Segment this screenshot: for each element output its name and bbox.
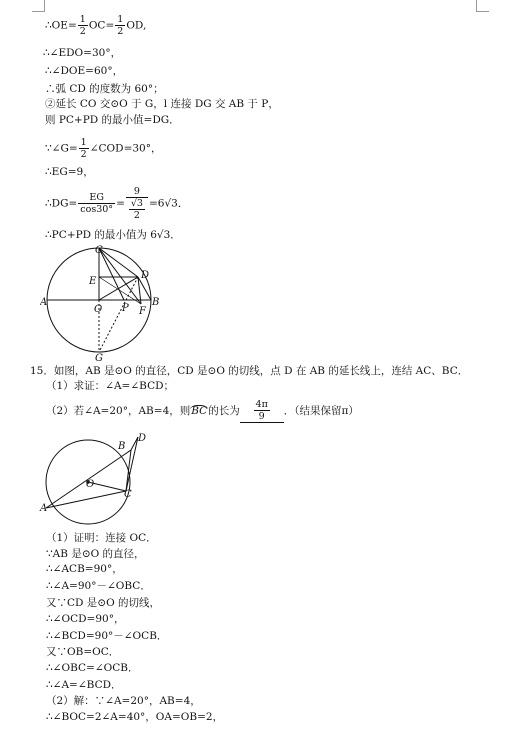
corner-mark-left-h bbox=[32, 11, 45, 12]
label-c: C bbox=[95, 245, 103, 256]
sol-line-doe: ∴∠DOE=60°， bbox=[45, 65, 124, 77]
problem-15-question-2: （2）若∠A=20°，AB=4，则BC的长为 $\frac{4\pi}{9}$ ．（结果保留π） bbox=[46, 399, 359, 422]
sol2-line: ∴∠ACB=90°， bbox=[46, 563, 123, 575]
sol-line-eg: ∴EG=9， bbox=[45, 166, 94, 178]
label-b: B bbox=[118, 441, 126, 452]
sol2-line: ∴∠BOC=2∠A=40°，OA=OB=2， bbox=[46, 711, 224, 723]
sol-line-min-value: ∴PC+PD 的最小值为 6√3． bbox=[45, 229, 181, 241]
sol2-line: （1）证明：连接 OC． bbox=[46, 532, 157, 544]
geometry-figure-2 bbox=[38, 430, 148, 530]
sol2-line: ∴∠OBC=∠OCB． bbox=[46, 662, 139, 674]
answer-fraction: $\frac{4\pi}{9}$ bbox=[255, 399, 268, 422]
label-d: D bbox=[141, 270, 150, 281]
sol2-line: ∴∠OCD=90°， bbox=[46, 613, 125, 625]
fraction-sqrt3-half: $\frac{√3}{2}$ bbox=[130, 198, 143, 221]
fraction-half: $\frac{1}{2}$ bbox=[80, 137, 87, 160]
answer-blank bbox=[240, 399, 284, 423]
label-d: D bbox=[138, 433, 147, 444]
arc-bc: BC bbox=[191, 405, 208, 417]
sol2-line: ∵AB 是⊙O 的直径， bbox=[46, 548, 145, 560]
sol-line-dg: ∴DG= $\frac{EG}{\cos 30^\circ}$ = $\frac{9}{\frac{√3}{2}}$ =6√3． bbox=[45, 186, 189, 221]
label-b: B bbox=[152, 297, 160, 308]
sol2-line: ∴∠A=∠BCD． bbox=[46, 679, 122, 691]
sol2-line: （2）解：∵∠A=20°，AB=4， bbox=[46, 695, 201, 707]
fraction-half: $\frac{1}{2}$ bbox=[117, 14, 124, 37]
segment-cf bbox=[99, 248, 141, 304]
sol-line-angle-g: ∵∠G= $\frac{1}{2}$ ∠COD=30°， bbox=[45, 137, 162, 160]
fraction-eg-cos30: $\frac{EG}{\cos 30^\circ}$ bbox=[80, 192, 114, 215]
tangent-cd bbox=[126, 437, 138, 491]
label-o: O bbox=[86, 479, 95, 490]
sol2-line: ∴∠BCD=90°－∠OCB． bbox=[46, 630, 168, 642]
sol-line-extend-co: ②延长 CO 交⊙O 于 G，l 连接 DG 交 AB 于 P， bbox=[45, 98, 279, 110]
label-g: G bbox=[95, 353, 103, 364]
fraction-half: $\frac{1}{2}$ bbox=[79, 14, 86, 37]
sol-line-oe: ∴OE= $\frac{1}{2}$ OC= $\frac{1}{2}$ OD, bbox=[45, 14, 147, 37]
problem-15-question-1: （1）求证：∠A=∠BCD； bbox=[46, 380, 175, 392]
label-e: E bbox=[89, 276, 97, 287]
sol-line-edo: ∴∠EDO=30°， bbox=[43, 47, 122, 59]
label-o: O bbox=[94, 304, 103, 315]
geometry-figure-1 bbox=[40, 244, 180, 364]
sol2-line: 又∵CD 是⊙O 的切线， bbox=[46, 597, 161, 609]
sol2-line: 又∵OB=OC． bbox=[46, 646, 120, 658]
sol-line-min-dg: 则 PC+PD 的最小值=DG． bbox=[45, 114, 180, 126]
segment-cd bbox=[99, 248, 138, 277]
sol-line-arc-cd: ∴弧 CD 的度数为 60°； bbox=[45, 83, 164, 95]
label-c: C bbox=[124, 489, 132, 500]
fraction-nested: $\frac{9}{\frac{√3}{2}}$ bbox=[126, 186, 148, 221]
label-a: A bbox=[40, 297, 48, 308]
sol2-line: ∴∠A=90°－∠OBC． bbox=[46, 580, 151, 592]
label-a: A bbox=[40, 503, 48, 514]
corner-mark-right-h bbox=[476, 11, 489, 12]
label-f: F bbox=[139, 306, 146, 317]
label-p: P bbox=[122, 303, 129, 314]
problem-15-stem: 15．如图，AB 是⊙O 的直径，CD 是⊙O 的切线，点 D 在 AB 的延长线上，连结 AC、BC． bbox=[30, 365, 469, 377]
